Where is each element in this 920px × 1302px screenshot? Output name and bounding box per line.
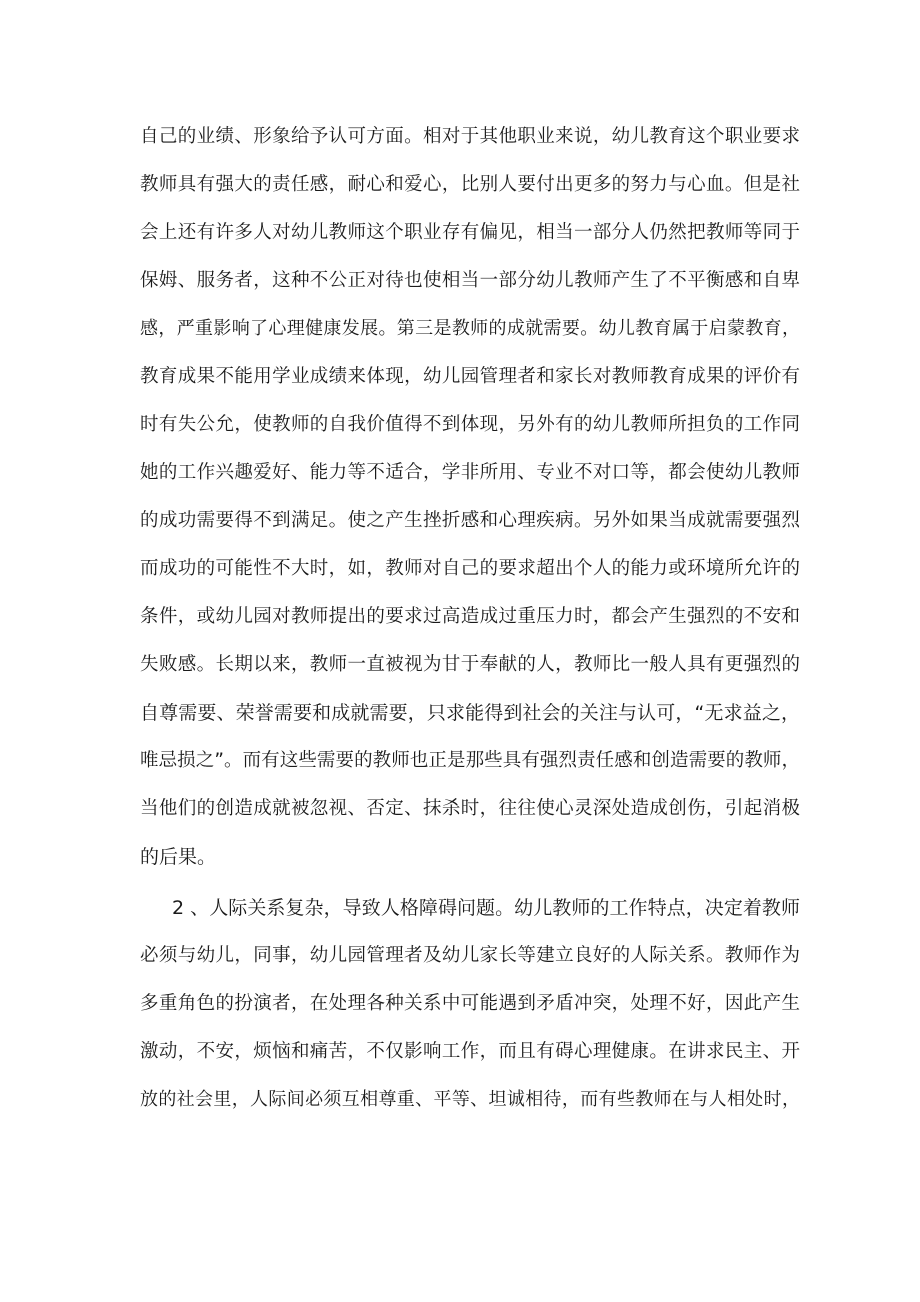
text-line: 教育成果不能用学业成绩来体现，幼儿园管理者和家长对教师教育成果的评价有 [140, 366, 800, 387]
text-line: 条件，或幼儿园对教师提出的要求过高造成过重压力时，都会产生强烈的不安和 [140, 606, 800, 627]
text-line: 自己的业绩、形象给予认可方面。相对于其他职业来说，幼儿教育这个职业要求 [140, 126, 800, 147]
text-line: 2 、人际关系复杂，导致人格障碍问题。幼儿教师的工作特点，决定着教师 [172, 897, 800, 919]
text-line: 唯忌损之”。而有这些需要的教师也正是那些具有强烈责任感和创造需要的教师， [140, 750, 800, 771]
text-line: 保姆、服务者，这种不公正对待也使相当一部分幼儿教师产生了不平衡感和自卑 [140, 270, 800, 291]
text-line: 的成功需要得不到满足。使之产生挫折感和心理疾病。另外如果当成就需要强烈 [140, 510, 800, 531]
text-line: 放的社会里，人际间必须互相尊重、平等、坦诚相待，而有些教师在与人相处时， [140, 1089, 800, 1110]
text-line: 激动，不安，烦恼和痛苦，不仅影响工作，而且有碍心理健康。在讲求民主、开 [140, 1041, 800, 1062]
text-line: 多重角色的扮演者，在处理各种关系中可能遇到矛盾冲突，处理不好，因此产生 [140, 993, 800, 1014]
text-line: 当他们的创造成就被忽视、否定、抹杀时，往往使心灵深处造成创伤，引起消极 [140, 798, 800, 819]
text-line: 自尊需要、荣誉需要和成就需要，只求能得到社会的关注与认可，“无求益之， [140, 702, 800, 724]
text-line: 时有失公允，使教师的自我价值得不到体现，另外有的幼儿教师所担负的工作同 [140, 414, 800, 435]
text-line: 必须与幼儿，同事，幼儿园管理者及幼儿家长等建立良好的人际关系。教师作为 [140, 945, 800, 966]
text-line: 会上还有许多人对幼儿教师这个职业存有偏见，相当一部分人仍然把教师等同于 [140, 222, 800, 243]
text-line: 的后果。 [140, 846, 217, 868]
text-line: 她的工作兴趣爱好、能力等不适合，学非所用、专业不对口等，都会使幼儿教师 [140, 462, 800, 483]
text-line: 教师具有强大的责任感，耐心和爱心，比别人要付出更多的努力与心血。但是社 [140, 174, 800, 195]
text-line: 感，严重影响了心理健康发展。第三是教师的成就需要。幼儿教育属于启蒙教育， [140, 318, 800, 339]
text-line: 失败感。长期以来，教师一直被视为甘于奉献的人，教师比一般人具有更强烈的 [140, 654, 800, 675]
text-line: 而成功的可能性不大时，如，教师对自己的要求超出个人的能力或环境所允许的 [140, 558, 800, 579]
